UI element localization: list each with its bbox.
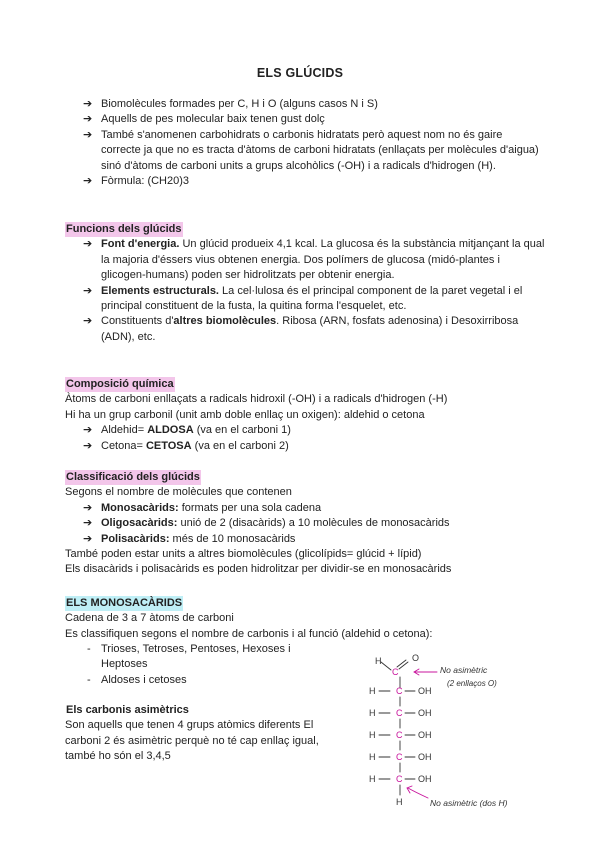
double-bond-line (397, 660, 406, 667)
paragraph: Àtoms de carboni enllaçats a radicals hidroxil (-OH) i a radicals d'hidrogen (-H) (65, 393, 448, 406)
hydrogen-label: H (375, 656, 382, 666)
list-item: ➔ Constituents d'altres biomolècules. Ribosa (ARN, fosfats adenosina) i Desoxirribosa (ADN), etc. (83, 315, 519, 343)
classificacio-section (65, 470, 545, 578)
list-item: ➔ Aldehid= ALDOSA (va en el carboni 1) (65, 423, 545, 438)
hydrogen-label: H (369, 752, 376, 762)
paragraph: Els disacàrids i polisacàrids es poden hidrolitzar per dividir-se en monosacàrids (65, 563, 452, 576)
carbon-label: C (396, 730, 403, 740)
hydrogen-label: H (369, 686, 376, 696)
hydrogen-label: H (369, 708, 376, 718)
hydroxyl-label: OH (418, 708, 432, 718)
hydroxyl-label: OH (418, 774, 432, 784)
arrow-icon: ➔ (83, 439, 93, 452)
hydroxyl-label: OH (418, 752, 432, 762)
funcions-section (65, 222, 545, 345)
arrow-icon: ➔ (83, 175, 93, 188)
note-text: No asimètric (440, 665, 488, 675)
note-arrowhead (414, 669, 419, 675)
hydrogen-label: H (369, 730, 376, 740)
paragraph: Son aquells que tenen 4 grups atòmics diferents El carboni 2 és asimètric perquè no té cap enllaç igual, també ho són el 3,4,5 (65, 719, 319, 763)
double-bond-line (399, 662, 408, 669)
arrow-icon: ➔ (83, 501, 93, 514)
classificacio-list (65, 501, 545, 547)
arrow-icon: ➔ (83, 238, 93, 251)
section-heading: Els carbonis asimètrics (66, 704, 189, 716)
arrow-icon: ➔ (83, 98, 93, 110)
funcions-list (65, 237, 545, 345)
section-heading: Classificació dels glúcids (66, 471, 200, 483)
list-item: ➔ També s'anomenen carbohidrats o carbonis hidratats però aquest nom no és gaire correcte ja que no es tracta d'àtoms de carboni hidratats (enllaçats per molècules d'aigua) sinó d'àtoms de carboni units a grups alcohòlics (-OH) i a radicals d'hidrogen (H). (83, 128, 539, 172)
paragraph: Segons el nombre de molècules que contenen (65, 486, 292, 499)
section-heading: Funcions dels glúcids (66, 223, 182, 235)
hydrogen-label: H (396, 797, 403, 807)
composicio-section (65, 377, 545, 454)
bond-line (381, 662, 391, 670)
paragraph: També poden estar units a altres biomolècules (glicolípids= glúcid + lípid) (65, 548, 422, 561)
list-item: ➔ Monosacàrids: formats per una sola cadena (65, 501, 545, 516)
list-item: ➔ Cetona= CETOSA (va en el carboni 2) (65, 439, 545, 454)
arrow-icon: ➔ (83, 532, 93, 545)
paragraph: Cadena de 3 a 7 àtoms de carboni (65, 612, 234, 625)
hydroxyl-label: OH (418, 730, 432, 740)
note-arrowhead (407, 786, 412, 793)
note-text: No asimètric (dos H) (430, 798, 508, 808)
arrow-icon: ➔ (83, 517, 93, 530)
page-title: ELS GLÚCIDS (256, 66, 344, 80)
carbon-label: C (396, 708, 403, 718)
monosacarids-list-block (65, 642, 315, 688)
hydroxyl-label: OH (418, 686, 432, 696)
paragraph: Hi ha un grup carbonil (unit amb doble enllaç un oxigen): aldehid o cetona (65, 408, 425, 421)
asimetrics-section (65, 703, 340, 765)
monosacarids-section (65, 596, 545, 642)
carbon-label: C (392, 667, 399, 677)
arrow-icon: ➔ (83, 315, 93, 328)
list-item: ➔ Biomolècules formades per C, H i O (alguns casos N i S) (65, 97, 545, 112)
carbon-label: C (396, 752, 403, 762)
paragraph: Es classifiquen segons el nombre de carbonis i al funció (aldehid o cetona): (65, 627, 433, 640)
composicio-list (65, 423, 545, 454)
list-item: ➔ Elements estructurals. La cel·lulosa és el principal component de la paret vegetal i el principal constituent de la fusta, la quitina forma l'esquelet, etc. (83, 284, 523, 313)
list-item: ➔ Polisacàrids: més de 10 monosacàrids (65, 532, 545, 547)
carbon-label: C (396, 774, 403, 784)
arrow-icon: ➔ (83, 424, 93, 437)
list-item: ➔ Aquells de pes molecular baix tenen gust dolç (65, 112, 545, 127)
arrow-icon: ➔ (83, 284, 93, 297)
list-item: ➔ Fòrmula: (CH20)3 (65, 174, 545, 189)
list-item: ➔ Oligosacàrids: unió de 2 (disacàrids) a 10 molècules de monosacàrids (65, 516, 545, 531)
section-heading: Composició química (66, 378, 174, 390)
intro-section (65, 97, 545, 189)
oxygen-label: O (412, 653, 420, 663)
list-item: ➔ Font d'energia. Un glúcid produeix 4,1 kcal. La glucosa és la substància mitjançant la qual la majoria d'éssers vius obtenen energia. Dos polímers de glucosa (midó-plantes i glicogen-humans) poden ser hidrolitzats per obtenir energia. (83, 238, 545, 282)
arrow-icon: ➔ (83, 128, 93, 141)
arrow-icon: ➔ (83, 113, 93, 126)
list-item: - Aldoses i cetoses (87, 673, 187, 686)
intro-list (65, 97, 545, 189)
hydrogen-label: H (369, 774, 376, 784)
section-heading: ELS MONOSACÀRIDS (66, 597, 183, 609)
carbon-label: C (396, 686, 403, 696)
monosacarids-list (65, 642, 315, 688)
list-item: - Trioses, Tetroses, Pentoses, Hexoses i Heptoses (87, 643, 291, 671)
note-arrow (408, 788, 428, 798)
note-text: (2 enllaços O) (447, 679, 497, 688)
